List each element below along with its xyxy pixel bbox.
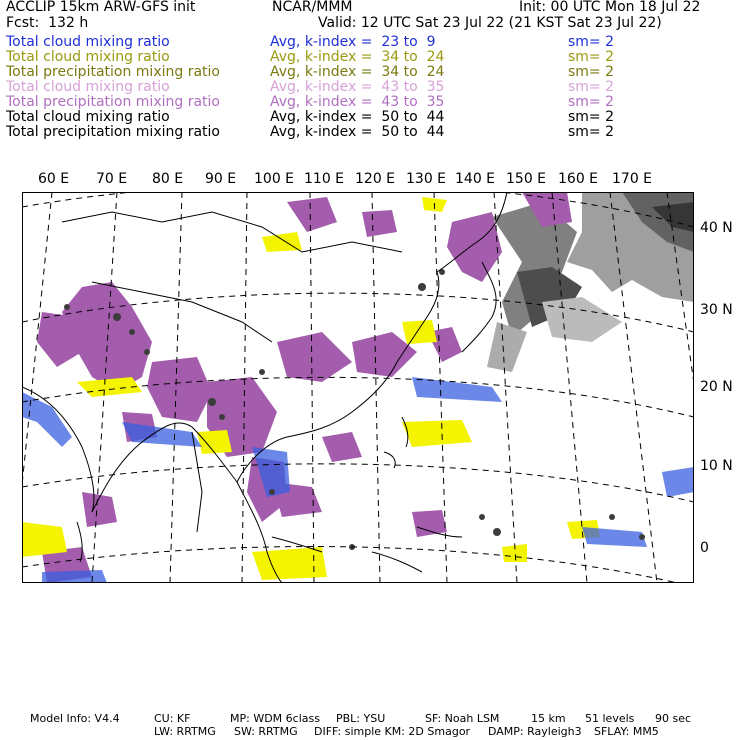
longitude-label: 80 E bbox=[152, 171, 184, 187]
latitude-label: 30 N bbox=[700, 302, 733, 318]
longitude-label: 70 E bbox=[96, 171, 128, 187]
legend-field-label: Total cloud mixing ratio bbox=[6, 109, 170, 125]
time-step: 90 sec bbox=[655, 712, 692, 725]
longitude-label: 140 E bbox=[455, 171, 496, 187]
legend-level-range: Avg, k-index = 43 to 35 bbox=[270, 79, 445, 95]
legend-field-label: Total cloud mixing ratio bbox=[6, 34, 170, 50]
legend-smoothing: sm= 2 bbox=[568, 109, 615, 125]
pbl-scheme: PBL: YSU bbox=[336, 712, 386, 725]
longitude-label: 110 E bbox=[304, 171, 345, 187]
vertical-levels: 51 levels bbox=[585, 712, 635, 725]
forecast-hour: Fcst: 132 h bbox=[6, 15, 89, 31]
legend-row bbox=[6, 65, 736, 80]
legend-level-range: Avg, k-index = 23 to 9 bbox=[270, 34, 436, 50]
model-info: Model Info: V4.4 bbox=[30, 712, 120, 725]
legend-level-range: Avg, k-index = 34 to 24 bbox=[270, 64, 445, 80]
surface-scheme: SF: Noah LSM bbox=[425, 712, 500, 725]
longitude-label: 90 E bbox=[205, 171, 237, 187]
damping-scheme: DAMP: Rayleigh3 bbox=[488, 725, 582, 738]
grid-resolution: 15 km bbox=[531, 712, 566, 725]
run-title: ACCLIP 15km ARW-GFS init bbox=[6, 0, 196, 15]
cumulus-scheme: CU: KF bbox=[154, 712, 191, 725]
legend-row bbox=[6, 50, 736, 65]
legend-row bbox=[6, 95, 736, 110]
longwave-scheme: LW: RRTMG bbox=[154, 725, 216, 738]
legend-smoothing: sm= 2 bbox=[568, 34, 615, 50]
forecast-map bbox=[22, 192, 694, 583]
longitude-label: 170 E bbox=[612, 171, 653, 187]
legend-smoothing: sm= 2 bbox=[568, 64, 615, 80]
longitude-label: 160 E bbox=[558, 171, 599, 187]
legend-smoothing: sm= 2 bbox=[568, 94, 615, 110]
legend-field-label: Total precipitation mixing ratio bbox=[6, 64, 220, 80]
longitude-label: 60 E bbox=[38, 171, 70, 187]
legend-smoothing: sm= 2 bbox=[568, 124, 615, 140]
legend-level-range: Avg, k-index = 43 to 35 bbox=[270, 94, 445, 110]
legend-row bbox=[6, 80, 736, 95]
microphysics-scheme: MP: WDM 6class bbox=[230, 712, 320, 725]
legend-level-range: Avg, k-index = 50 to 44 bbox=[270, 124, 445, 140]
legend-field-label: Total precipitation mixing ratio bbox=[6, 124, 220, 140]
legend-level-range: Avg, k-index = 50 to 44 bbox=[270, 109, 445, 125]
shortwave-scheme: SW: RRTMG bbox=[234, 725, 298, 738]
latitude-label: 10 N bbox=[700, 458, 733, 474]
longitude-label: 120 E bbox=[355, 171, 396, 187]
legend-field-label: Total cloud mixing ratio bbox=[6, 49, 170, 65]
legend-field-label: Total cloud mixing ratio bbox=[6, 79, 170, 95]
init-time: Init: 00 UTC Mon 18 Jul 22 bbox=[519, 0, 701, 15]
legend-field-label: Total precipitation mixing ratio bbox=[6, 94, 220, 110]
longitude-label: 130 E bbox=[406, 171, 447, 187]
longitude-label: 100 E bbox=[254, 171, 295, 187]
surface-layer-scheme: SFLAY: MM5 bbox=[594, 725, 659, 738]
longitude-label: 150 E bbox=[506, 171, 547, 187]
valid-time: Valid: 12 UTC Sat 23 Jul 22 (21 KST Sat 23 Jul 22) bbox=[318, 15, 662, 31]
legend-smoothing: sm= 2 bbox=[568, 79, 615, 95]
legend-level-range: Avg, k-index = 34 to 24 bbox=[270, 49, 445, 65]
latitude-label: 40 N bbox=[700, 220, 733, 236]
diffusion-scheme: DIFF: simple KM: 2D Smagor bbox=[314, 725, 471, 738]
center-label: NCAR/MMM bbox=[272, 0, 353, 15]
legend-row bbox=[6, 110, 736, 125]
latitude-label: 20 N bbox=[700, 379, 733, 395]
latitude-label: 0 bbox=[700, 540, 709, 556]
legend-smoothing: sm= 2 bbox=[568, 49, 615, 65]
legend-row bbox=[6, 35, 736, 50]
legend-row bbox=[6, 125, 736, 140]
